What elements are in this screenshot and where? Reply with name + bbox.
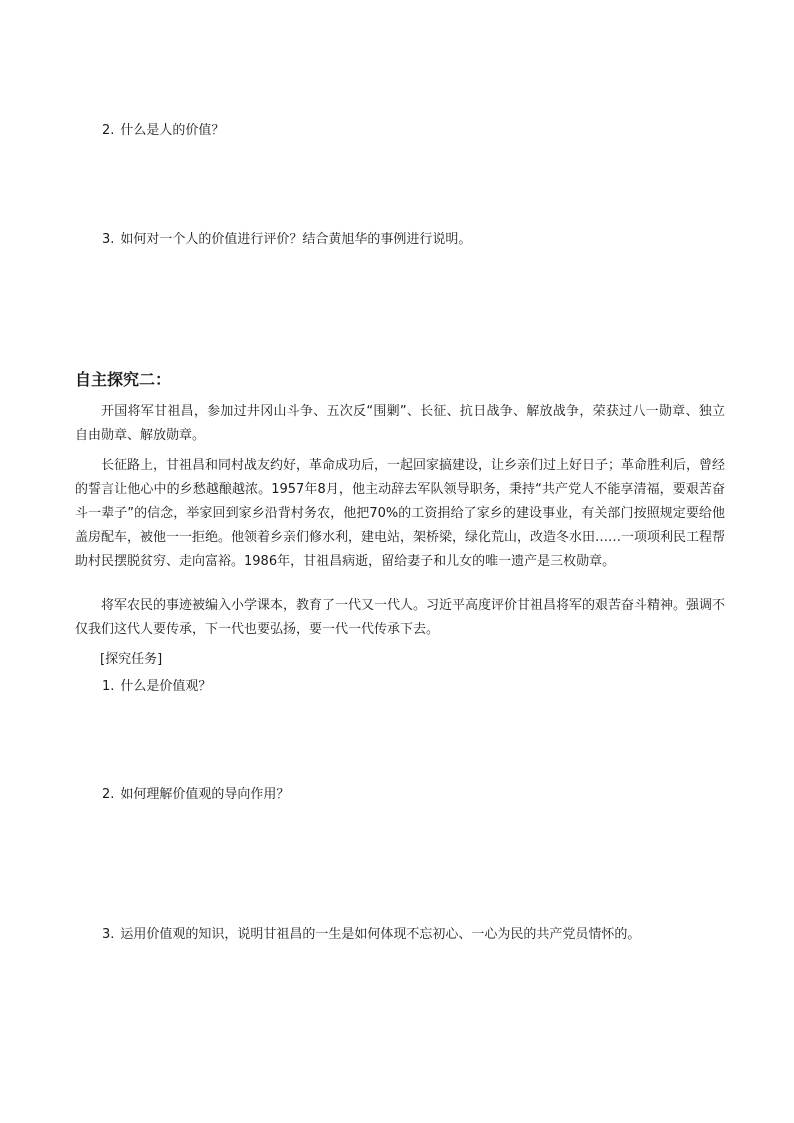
question-3-top	[102, 230, 471, 250]
task-3	[102, 925, 640, 945]
task-text: 什么是价值观？	[120, 679, 212, 694]
question-text: 如何对一个人的价值进行评价？结合黄旭华的事例进行说明。	[120, 232, 472, 247]
task-number: 1.	[102, 679, 115, 694]
paragraph-1: 开国将军甘祖昌，参加过井冈山斗争、五次反“围剿”、长征、抗日战争、解放战争，荣获过八一勋章、独立自由勋章、解放勋章。	[75, 404, 725, 443]
task-text: 如何理解价值观的导向作用？	[120, 787, 290, 802]
question-number: 2.	[102, 123, 115, 138]
task-number: 3.	[102, 927, 115, 942]
question-text: 什么是人的价值？	[120, 123, 225, 138]
question-number: 3.	[102, 232, 115, 247]
paragraph-3: 将军农民的事迹被编入小学课本，教育了一代又一代人。习近平高度评价甘祖昌将军的艰苦奋斗精神。强调不仅我们这代人要传承，下一代也要弘扬，要一代一代传承下去。	[75, 598, 726, 637]
task-text: 运用价值观的知识，说明甘祖昌的一生是如何体现不忘初心、一心为民的共产党员情怀的。	[120, 927, 641, 942]
paragraph-2: 长征路上，甘祖昌和同村战友约好，革命成功后，一起回家搞建设，让乡亲们过上好日子；革命胜利后，曾经的誓言让他心中的乡愁越酿越浓。1957年8月，他主动辞去军队领导职务，秉持“共产党人不能享清福，要艰苦奋斗一辈子”的信念，举家回到家乡沿背村务农，他把70%的工资捐给了家乡的建设事业，有关部门按照规定要给他盖房配车，被他一一拒绝。他领着乡亲们修水利，建电站，架桥梁，绿化荒山，改造冬水田……一项项利民工程帮助村民摆脱贫穷、走向富裕。1986年，甘祖昌病逝，留给妻子和儿女的唯一遗产是三枚勋章。	[75, 458, 726, 569]
section-title: 自主探究二：	[75, 370, 172, 389]
question-2-top	[102, 121, 224, 141]
task-number: 2.	[102, 787, 115, 802]
task-1	[102, 677, 211, 697]
task-2	[102, 785, 289, 805]
task-label: [探究任务]	[100, 652, 163, 667]
